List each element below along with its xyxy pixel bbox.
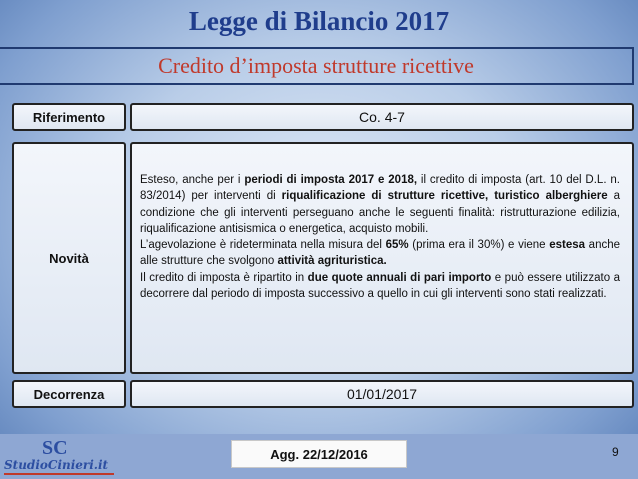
novita-paragraph-2: [140, 237, 620, 270]
novita-paragraph-3: [140, 270, 620, 303]
decorrenza-label: Decorrenza: [12, 380, 126, 408]
novita-paragraph-1: [140, 172, 620, 237]
riferimento-value: Co. 4-7: [130, 103, 634, 131]
text-run: L’agevolazione è rideterminata nella misura del: [140, 239, 386, 252]
logo-underline: [4, 473, 114, 475]
text-run: a condizione che gli interventi perseguano anche le seguenti finalità: ristrutturazione edilizia, riqualificazione antisismica o energetica, acquisto mobili.: [140, 190, 620, 235]
text-run: il credito di imposta (art. 10 del D.L. n. 83/2014) per interventi di: [140, 174, 620, 203]
text-run: (prima era il 30%) e viene: [408, 239, 550, 252]
footer-date: Agg. 22/12/2016: [231, 440, 407, 468]
page-number: 9: [612, 445, 619, 459]
riferimento-label: Riferimento: [12, 103, 126, 131]
slide-subtitle: Credito d’imposta strutture ricettive: [0, 47, 634, 85]
logo-text: StudioCinieri.it: [4, 458, 109, 472]
text-run: anche alle strutture che svolgono: [140, 239, 621, 268]
text-run: e può essere utilizzato a decorrere dal periodo di imposta successivo a quello in cui gli interventi sono stati realizzati.: [140, 271, 621, 301]
logo-mark-s: S: [42, 437, 54, 459]
text-run-bold: attività agrituristica.: [277, 255, 387, 268]
text-run-bold: 65%: [385, 239, 409, 252]
novita-content-box: [130, 142, 634, 374]
studio-cinieri-logo: [4, 437, 116, 475]
text-run: Esteso, anche per i: [140, 174, 245, 186]
text-run-bold: due quote annuali di pari importo: [307, 271, 492, 284]
text-run-bold: periodi di imposta 2017 e 2018,: [244, 174, 418, 186]
logo-mark: [42, 437, 68, 460]
decorrenza-value: 01/01/2017: [130, 380, 634, 408]
novita-label: Novità: [12, 142, 126, 374]
slide-title: Legge di Bilancio 2017: [188, 6, 450, 36]
novita-text: [140, 172, 620, 302]
text-run-bold: estesa: [549, 239, 586, 252]
text-run-bold: riqualificazione di strutture ricettive, turistico alberghiere: [281, 190, 608, 203]
text-run: Il credito di imposta è ripartito in: [140, 271, 308, 284]
logo-mark-c: C: [53, 437, 68, 459]
